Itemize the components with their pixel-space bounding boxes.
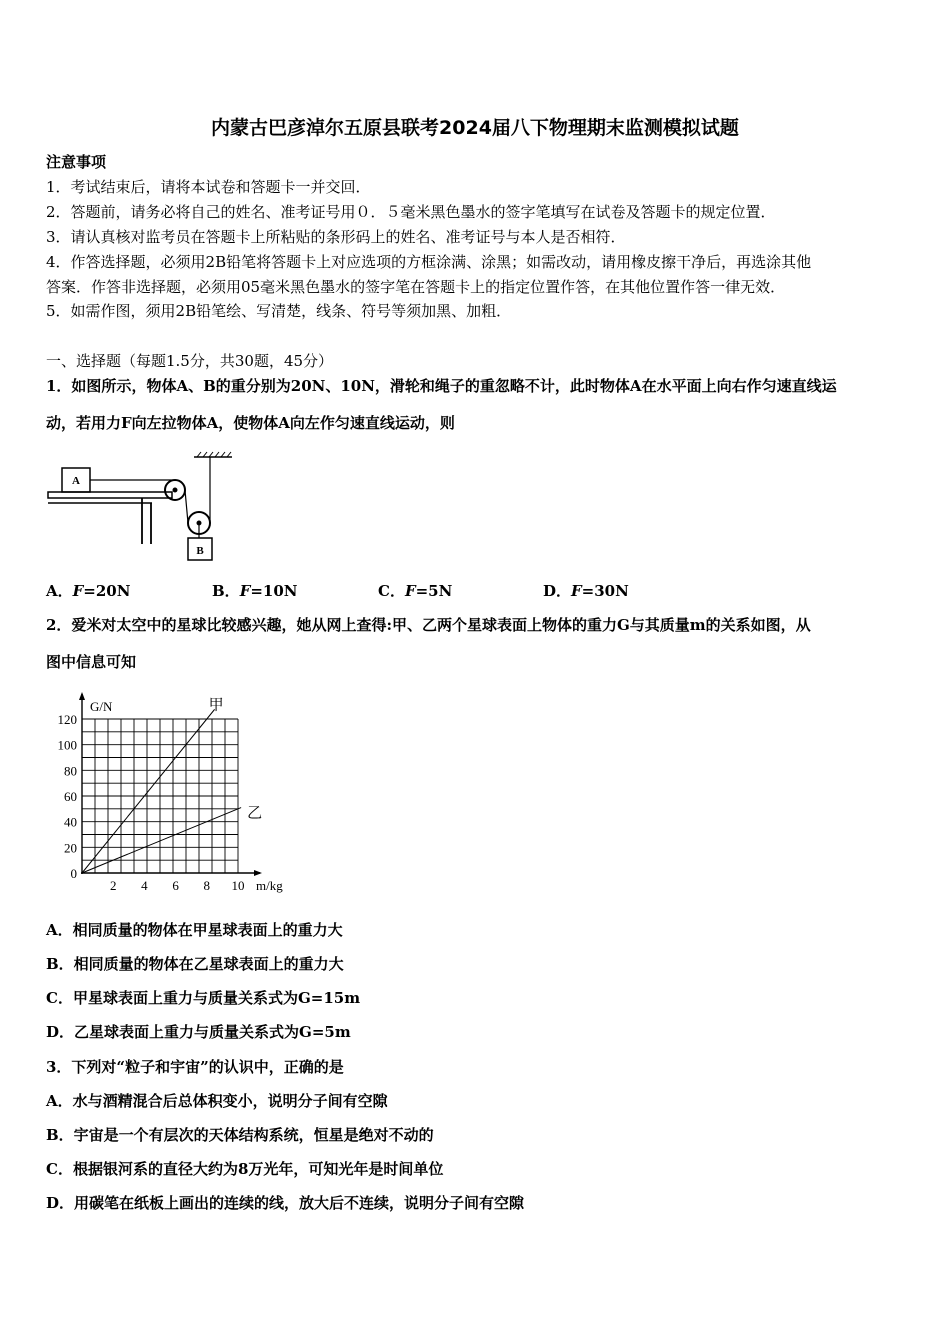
notice-line: 5．如需作图，须用2B铅笔绘、写清楚，线条、符号等须加黑、加粗． (46, 302, 512, 320)
option-value: =10N (250, 582, 298, 600)
q1-stem-line2: 动，若用力F向左拉物体A，使物体A向左作匀速直线运动，则 (46, 414, 455, 432)
x-tick-label: 4 (141, 878, 148, 893)
q3-option-b[interactable]: B．宇宙是一个有层次的天体结构系统，恒星是绝对不动的 (46, 1126, 434, 1144)
x-axis-arrow (254, 870, 262, 876)
pulley-axle (173, 488, 177, 492)
y-axis-label: G/N (90, 699, 113, 714)
block-b-label: B (196, 545, 204, 557)
q3-option-d[interactable]: D．用碳笔在纸板上画出的连续的线，放大后不连续，说明分子间有空隙 (46, 1194, 525, 1212)
notice-line: 4．作答选择题，必须用2B铅笔将答题卡上对应选项的方框涂满、涂黑；如需改动，请用橡皮擦干净后，再选涂其他 (46, 253, 812, 271)
option-var: F (571, 582, 582, 600)
q3-option-c[interactable]: C．根据银河系的直径大约为8万光年，可知光年是时间单位 (46, 1160, 444, 1178)
y-tick-label: 80 (64, 763, 77, 779)
q1-option-a[interactable] (46, 580, 130, 601)
option-var: F (239, 582, 251, 600)
q1-stem-line1: 1．如图所示，物体A、B的重分别为20N、10N，滑轮和绳子的重忽略不计，此时物体A在水平面上向右作匀速直线运 (46, 377, 837, 395)
option-key: A． (46, 582, 73, 600)
page-title: 内蒙古巴彦淖尔五原县联考2024届八下物理期末监测模拟试题 (211, 117, 739, 139)
notice-line: 答案．作答非选择题，必须用05毫米黑色墨水的签字笔在答题卡上的指定位置作答，在其他位置作答一律无效． (46, 278, 786, 296)
series-label: 乙 (247, 805, 263, 822)
notice-line: 1．考试结束后，请将本试卷和答题卡一并交回． (46, 178, 371, 196)
series-line (82, 808, 241, 873)
y-tick-label: 20 (64, 840, 77, 856)
option-key: D． (543, 582, 572, 600)
series-label: 甲 (208, 697, 224, 714)
q2-option-b[interactable]: B．相同质量的物体在乙星球表面上的重力大 (46, 955, 344, 973)
notice-line: 3．请认真核对监考员在答题卡上所粘贴的条形码上的姓名、准考证号与本人是否相符． (46, 228, 626, 246)
y-tick-label: 100 (57, 737, 77, 753)
q3-option-a[interactable]: A．水与酒精混合后总体积变小，说明分子间有空隙 (46, 1092, 388, 1110)
rope (185, 490, 188, 523)
gravity-mass-chart (40, 690, 300, 900)
y-tick-label: 40 (64, 814, 77, 830)
section-heading: 一、选择题（每题1.5分，共30题，45分） (46, 352, 334, 370)
notice-line: 2．答题前，请务必将自己的姓名、准考证号用０．５毫米黑色墨水的签字笔填写在试卷及答题卡的规定位置． (46, 203, 776, 221)
q2-option-a[interactable]: A．相同质量的物体在甲星球表面上的重力大 (46, 921, 343, 939)
x-tick-label: 8 (203, 878, 211, 893)
option-value: =30N (581, 582, 629, 600)
y-tick-label: 0 (70, 866, 77, 881)
x-axis-label: m/kg (256, 878, 283, 893)
option-key: C． (378, 582, 405, 600)
q2-option-c[interactable]: C．甲星球表面上重力与质量关系式为G=15m (46, 989, 361, 1007)
option-value: =5N (415, 582, 453, 600)
option-value: =20N (83, 582, 131, 600)
block-a-label: A (72, 475, 80, 487)
q3-stem: 3．下列对“粒子和宇宙”的认识中，正确的是 (46, 1058, 344, 1076)
y-tick-label: 120 (57, 712, 77, 727)
q2-stem-line1: 2．爱米对太空中的星球比较感兴趣，她从网上查得:甲、乙两个星球表面上物体的重力G与其质量m的关系如图，从 (46, 616, 811, 634)
table-top (48, 492, 172, 498)
y-tick-label: 60 (64, 789, 77, 804)
option-key: B． (212, 582, 240, 600)
q1-option-d[interactable] (543, 580, 629, 601)
option-var: F (72, 582, 84, 600)
pulley-axle (197, 521, 201, 525)
q1-option-c[interactable] (378, 580, 452, 601)
x-tick-label: 6 (172, 878, 179, 893)
q1-option-b[interactable] (212, 580, 298, 601)
x-tick-label: 2 (109, 878, 117, 893)
y-axis-arrow (79, 692, 85, 700)
pulley-diagram (44, 450, 244, 564)
q2-stem-line2: 图中信息可知 (46, 653, 137, 671)
q2-option-d[interactable]: D．乙星球表面上重力与质量关系式为G=5m (46, 1023, 351, 1041)
notice-heading: 注意事项 (46, 153, 107, 171)
series-line (82, 709, 215, 873)
option-var: F (404, 582, 416, 600)
x-tick-label: 10 (231, 878, 245, 893)
